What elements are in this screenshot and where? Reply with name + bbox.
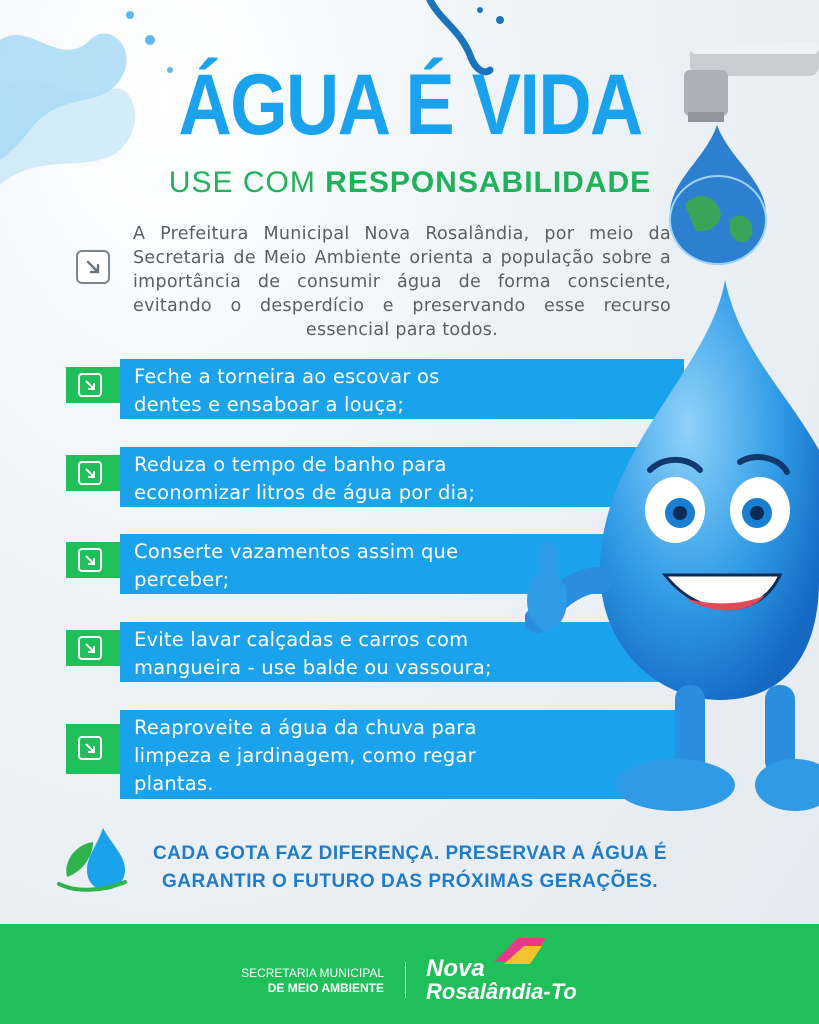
tip-tab [66, 542, 122, 578]
closing-line: CADA GOTA FAZ DIFERENÇA. PRESERVAR A ÁGUA É [152, 843, 668, 864]
tip-text-line: plantas. [134, 772, 214, 795]
tip-text-line: Conserte vazamentos assim que [134, 540, 459, 563]
plant-drop-icon [55, 822, 130, 897]
tip-text-line: limpeza e jardinagem, como regar [134, 744, 476, 767]
faucet-globe-illustration [660, 30, 819, 270]
arrow-down-right-icon [78, 548, 102, 572]
brand-logo-flag [490, 932, 550, 972]
page-title: ÁGUA É VIDA [178, 57, 642, 153]
arrow-down-right-icon [76, 250, 110, 284]
closing-message [130, 840, 690, 896]
tip-text-line: Evite lavar calçadas e carros com [134, 628, 469, 651]
brand-name-line2: Rosalândia-To [426, 979, 577, 1004]
tip-tab [66, 455, 122, 491]
tip-tab [66, 724, 122, 774]
tip-tab [66, 367, 122, 403]
closing-line: GARANTIR O FUTURO DAS PRÓXIMAS GERAÇÕES. [161, 871, 659, 892]
tip-text-line: Reduza o tempo de banho para [134, 453, 447, 476]
subtitle-prefix: USE COM [168, 166, 316, 199]
arrow-down-right-icon [78, 461, 102, 485]
intro-paragraph: A Prefeitura Municipal Nova Rosalândia, por meio da Secretaria de Meio Ambiente orienta a população sobre a importância de consumir água de forma consciente, evitando o desperdício e preservando esse recurso essencial para todos. [133, 224, 671, 340]
arrow-down-right-icon [78, 636, 102, 660]
tip-text-line: economizar litros de água por dia; [134, 481, 476, 504]
arrow-down-right-icon [78, 373, 102, 397]
secretaria-label: SECRETARIA MUNICIPAL [241, 966, 384, 980]
tip-text-line: Reaproveite a água da chuva para [134, 716, 477, 739]
footer-divider [405, 962, 406, 998]
secretaria-label-bold: DE MEIO AMBIENTE [267, 981, 384, 995]
water-drop-mascot-illustration [525, 280, 819, 825]
arrow-down-right-icon [78, 736, 102, 760]
page-subtitle [140, 166, 680, 200]
tip-text-line: dentes e ensaboar a louça; [134, 393, 405, 416]
tip-text-line: Feche a torneira ao escovar os [134, 365, 440, 388]
tip-tab [66, 630, 122, 666]
footer-bar [0, 924, 819, 1024]
tip-text-line: mangueira - use balde ou vassoura; [134, 656, 492, 679]
subtitle-bold: RESPONSABILIDADE [325, 166, 652, 199]
tip-text-line: perceber; [134, 568, 230, 591]
brand-name-line1: Nova [426, 955, 485, 982]
